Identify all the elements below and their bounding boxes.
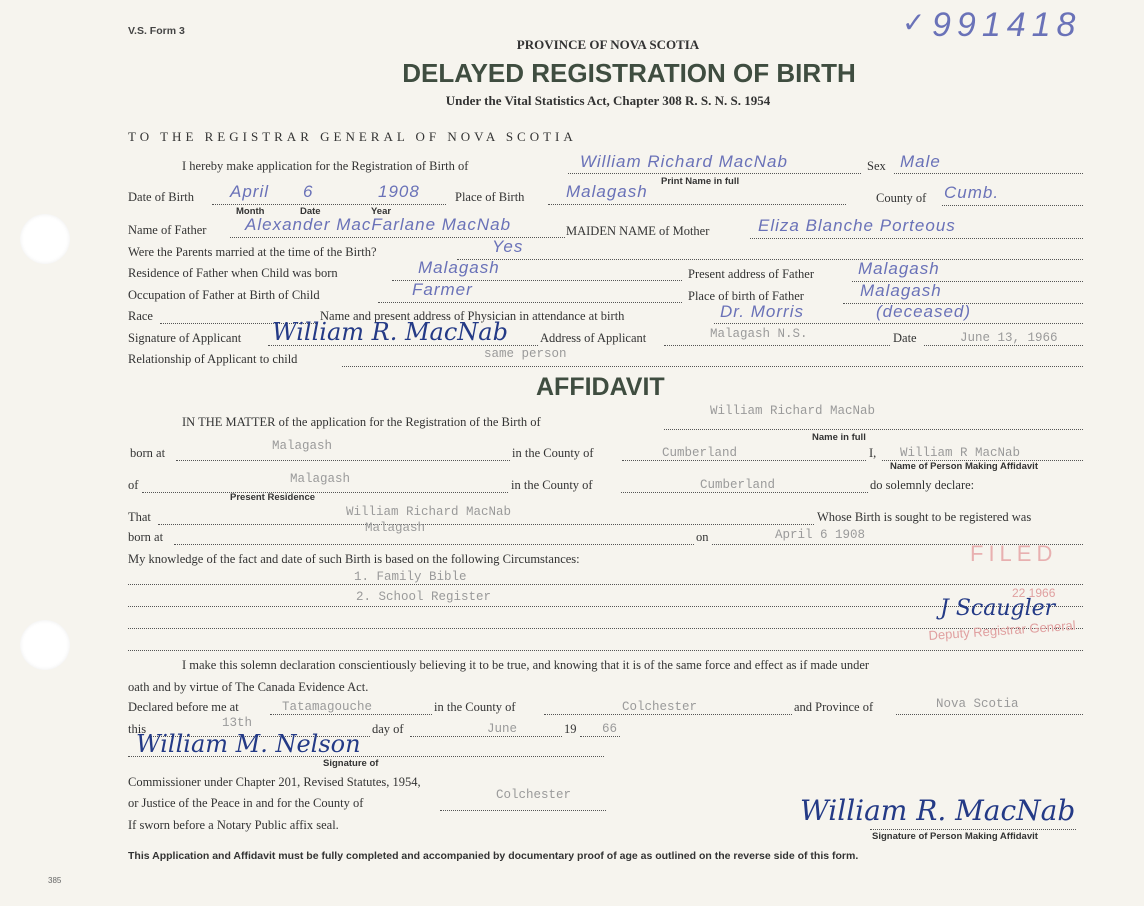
year-line (580, 736, 620, 737)
father-label: Name of Father (128, 223, 207, 237)
county-line (942, 205, 1083, 206)
child-name: William Richard MacNab (580, 152, 788, 171)
dob-year: 1908 (378, 182, 420, 201)
present-address-value: Malagash (858, 259, 940, 278)
address-line (664, 345, 890, 346)
i-label: I, (869, 446, 877, 460)
day-of-label: day of (372, 722, 404, 736)
province-value: Nova Scotia (936, 697, 1019, 711)
residence-affidavit-line (142, 492, 508, 493)
application-date: June 13, 1966 (960, 331, 1058, 345)
born-county-value: Cumberland (662, 446, 738, 460)
county-value: Cumb. (944, 183, 1000, 202)
born-at-value: Malagash (272, 439, 333, 453)
deponent-caption: Name of Person Making Affidavit (890, 461, 1038, 472)
born-at2-label: born at (128, 530, 164, 544)
commissioner-line: Commissioner under Chapter 201, Revised Statutes, 1954, (128, 775, 421, 789)
apply-label: I hereby make application for the Registration of Birth of (182, 159, 469, 173)
form-title: DELAYED REGISTRATION OF BIRTH (402, 58, 856, 88)
deponent-signature: William R. MacNab (800, 794, 1076, 827)
form-subtitle: Under the Vital Statistics Act, Chapter 308 R. S. N. S. 1954 (445, 93, 771, 108)
affidavit-residence: Malagash (290, 472, 351, 486)
mother-name: Eliza Blanche Porteous (758, 216, 956, 235)
file-number: 991418 (932, 6, 1082, 44)
matter-label: IN THE MATTER of the application for the Registration of the Birth of (182, 415, 541, 429)
year-prefix: 19 (564, 722, 577, 736)
declared-county-label: in the County of (434, 700, 516, 714)
place-label: Place of Birth (455, 190, 525, 204)
dob-day: 6 (303, 182, 314, 201)
declared-label: Declared before me at (128, 700, 239, 714)
declared-at-line (270, 714, 432, 715)
declaration-line-2: oath and by virtue of The Canada Evidence Act. (128, 680, 369, 694)
name-in-full-caption: Name in full (812, 432, 866, 443)
that-name: William Richard MacNab (346, 505, 512, 519)
residence-county-label: in the County of (511, 478, 593, 492)
occupation-label: Occupation of Father at Birth of Child (128, 288, 320, 302)
relationship-line (342, 366, 1083, 367)
declared-county-line (544, 714, 792, 715)
physician-label: Name and present address of Physician in attendance at birth (320, 309, 625, 323)
punch-hole-top (20, 214, 70, 264)
addressee: TO THE REGISTRAR GENERAL OF NOVA SCOTIA (128, 129, 577, 144)
declared-day: 13th (222, 716, 253, 730)
footer-note: This Application and Affidavit must be fully completed and accompanied by documentary proof of age as outlined on the reverse side of this form. (128, 850, 859, 862)
place-line (548, 204, 846, 205)
county-label: County of (876, 191, 927, 205)
whose-label: Whose Birth is sought to be registered was (817, 510, 1032, 524)
page-code: 385 (48, 876, 62, 885)
that-line (158, 524, 814, 525)
declared-month: June (487, 722, 518, 736)
physician-note: (deceased) (876, 302, 972, 321)
province-label: and Province of (794, 700, 874, 714)
father-birthplace-label: Place of birth of Father (688, 289, 804, 303)
stamp-date: 22 1966 (1012, 586, 1056, 600)
present-residence-caption: Present Residence (230, 492, 316, 503)
circumstance-2: 2. School Register (356, 590, 492, 604)
deponent-name: William R MacNab (900, 446, 1021, 460)
father-name: Alexander MacFarlane MacNab (245, 215, 512, 234)
notary-line: If sworn before a Notary Public affix seal. (128, 818, 339, 832)
relationship-label: Relationship of Applicant to child (128, 352, 298, 366)
on-label: on (696, 530, 709, 544)
born-at-label: born at (130, 446, 166, 460)
residence-value: Malagash (418, 258, 500, 277)
dob-line (212, 204, 446, 205)
year-suffix: 66 (602, 722, 618, 736)
affidavit-child-name: William Richard MacNab (710, 404, 876, 418)
deputy-registrar-office: Deputy Registrar General (928, 617, 1077, 643)
married-line (457, 259, 1083, 260)
mother-line (750, 238, 1083, 239)
applicant-address: Malagash N.S. (710, 327, 808, 341)
mother-label: MAIDEN NAME of Mother (566, 224, 710, 238)
year-caption: Year (371, 206, 392, 217)
residence-county-line (621, 492, 868, 493)
deponent-signature-line (870, 829, 1076, 830)
commissioner-signature: William M. Nelson (136, 730, 361, 758)
circumstance-line-1 (128, 584, 1083, 585)
month-line (410, 736, 562, 737)
print-name-caption: Print Name in full (661, 176, 740, 187)
physician-line (714, 323, 1083, 324)
province-line (896, 714, 1083, 715)
justice-county: Colchester (496, 788, 572, 802)
date-label: Date (893, 331, 917, 345)
month-caption: Month (236, 206, 265, 217)
that-label: That (128, 510, 151, 524)
deputy-registrar-signature: J Scaugler (940, 596, 1056, 621)
province-header: PROVINCE OF NOVA SCOTIA (516, 37, 700, 52)
born-county-label: in the County of (512, 446, 594, 460)
born-at2-line (174, 544, 694, 545)
check-mark: ✓ (902, 6, 926, 39)
father-birthplace-value: Malagash (860, 281, 942, 300)
physician-value: Dr. Morris (720, 302, 804, 321)
justice-line: or Justice of the Peace in and for the County of (128, 796, 364, 810)
this-label: this (128, 722, 147, 736)
race-label: Race (128, 309, 153, 323)
born-at-line (176, 460, 510, 461)
occupation-value: Farmer (412, 280, 473, 299)
knowledge-label: My knowledge of the fact and date of such Birth is based on the following Circumstances: (128, 552, 580, 566)
justice-county-line (440, 810, 606, 811)
relationship-value: same person (484, 347, 567, 361)
signature-of-caption: Signature of (323, 758, 379, 769)
married-value: Yes (492, 237, 524, 256)
deponent-signature-caption: Signature of Person Making Affidavit (872, 831, 1038, 842)
born-county-line (622, 460, 866, 461)
present-address-label: Present address of Father (688, 267, 815, 281)
place-of-birth: Malagash (566, 182, 648, 201)
form-number: V.S. Form 3 (128, 25, 185, 37)
date-caption: Date (300, 206, 321, 217)
sex-value: Male (900, 152, 941, 171)
sex-line (894, 173, 1083, 174)
applicant-signature: William R. MacNab (272, 318, 508, 346)
punch-hole-bottom (20, 620, 70, 670)
married-label: Were the Parents married at the time of the Birth? (128, 245, 377, 259)
name-line (568, 173, 861, 174)
signature-label: Signature of Applicant (128, 331, 242, 345)
filed-stamp: FILED (970, 541, 1058, 566)
declaration-line-1: I make this solemn declaration conscientiously believing it to be true, and knowing that it is of the same force and effect as if made under (182, 658, 870, 672)
born-at2-value: Malagash (365, 521, 426, 535)
commissioner-signature-line (128, 756, 604, 757)
declared-at: Tatamagouche (282, 700, 373, 714)
of-label: of (128, 478, 139, 492)
address-label: Address of Applicant (540, 331, 647, 345)
residence-county-value: Cumberland (700, 478, 776, 492)
declare-label: do solemnly declare: (870, 478, 975, 492)
occupation-line (378, 302, 682, 303)
matter-line (664, 429, 1083, 430)
residence-label: Residence of Father when Child was born (128, 266, 338, 280)
affidavit-heading: AFFIDAVIT (536, 373, 665, 401)
born-on-value: April 6 1908 (775, 528, 866, 542)
dob-month: April (230, 182, 270, 201)
circumstance-line-4 (128, 650, 1083, 651)
dob-label: Date of Birth (128, 190, 194, 204)
date-line (924, 345, 1083, 346)
declared-county: Colchester (622, 700, 698, 714)
circumstance-1: 1. Family Bible (354, 570, 467, 584)
sex-label: Sex (867, 159, 886, 173)
